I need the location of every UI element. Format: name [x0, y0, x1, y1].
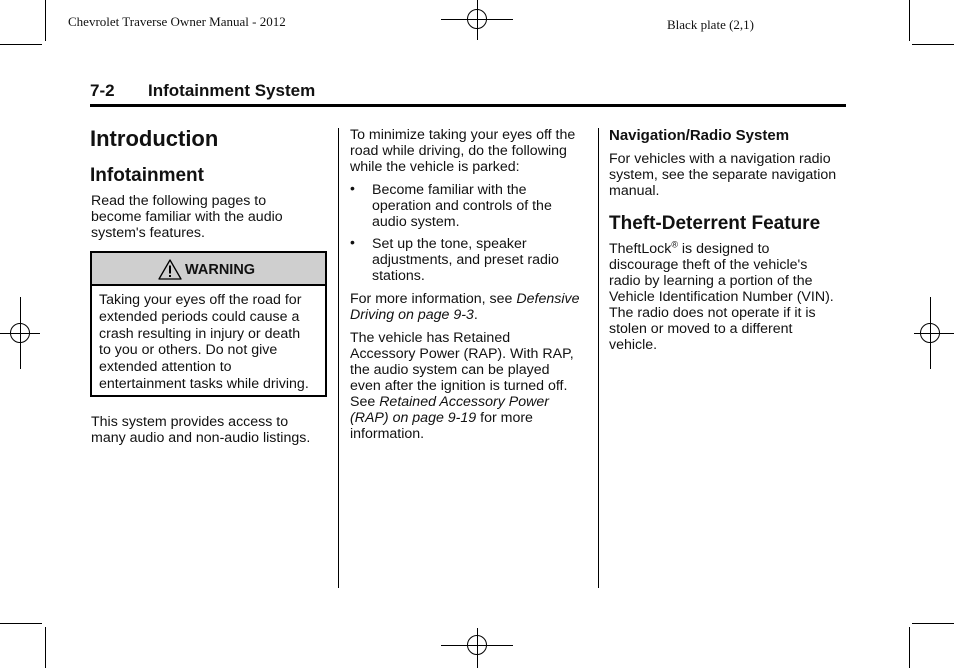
warning-box [90, 251, 327, 397]
list-item: Become familiar with the operation and controls of the audio system. [372, 182, 552, 230]
more-info-paragraph: For more information, see Defensive Driving on page 9-3. [350, 291, 580, 323]
warning-text: Taking your eyes off the road for extended periods could cause a crash resulting in injury or death to you or others. Do not give extended attention to entertainment tasks while driving. [99, 292, 309, 392]
navigation-paragraph: For vehicles with a navigation radio system, see the separate navigation manual. [609, 151, 837, 199]
section-header [90, 80, 846, 107]
bullet-dot: • [350, 180, 355, 196]
section-number: 7-2 [90, 81, 115, 100]
crop-mark [45, 627, 46, 668]
cross-reference-link[interactable]: Retained Accessory Power [379, 394, 549, 410]
bullet-dot: • [350, 234, 355, 250]
access-paragraph: This system provides access to many audio and non-audio listings. [91, 414, 311, 446]
subheading-infotainment: Infotainment [90, 165, 204, 186]
rap-paragraph: The vehicle has Retained Accessory Power (RAP). With RAP, the audio system can be played even after the ignition is turned off. See Retained Accessory Power (RAP) on page 9-19 for more information. [350, 330, 574, 442]
theft-paragraph: TheftLock® is designed to discourage theft of the vehicle's radio by learning a portion of the Vehicle Identification Number (VIN). The radio does not operate if it is stolen or moved to a different vehicle. [609, 239, 834, 353]
warning-triangle-icon [158, 259, 182, 280]
crop-mark [909, 627, 910, 668]
column-divider [598, 128, 599, 588]
warning-header [92, 253, 325, 286]
crop-mark [45, 0, 46, 41]
crop-mark [912, 44, 954, 45]
crop-mark [0, 44, 42, 45]
warning-label: WARNING [185, 262, 256, 278]
crop-mark [912, 623, 954, 624]
column-divider [338, 128, 339, 588]
subheading-theft-deterrent: Theft-Deterrent Feature [609, 213, 821, 234]
crop-mark [909, 0, 910, 41]
subheading-navigation: Navigation/Radio System [609, 127, 790, 144]
page-heading: Introduction [90, 126, 219, 151]
crop-mark [0, 623, 42, 624]
section-title: Infotainment System [148, 81, 316, 100]
running-header-right: Black plate (2,1) [667, 17, 754, 32]
cross-reference-link[interactable]: Driving on page 9-3 [350, 307, 474, 323]
intro-paragraph: Read the following pages to become familiar with the audio system's features. [91, 193, 283, 241]
registered-mark: ® [671, 239, 678, 250]
running-header-left: Chevrolet Traverse Owner Manual - 2012 [68, 14, 286, 29]
list-item: Set up the tone, speaker adjustments, and preset radio stations. [372, 236, 559, 284]
cross-reference-link[interactable]: (RAP) on page 9-19 [350, 410, 477, 426]
minimize-paragraph: To minimize taking your eyes off the road while driving, do the following while the vehicle is parked: [350, 127, 576, 175]
cross-reference-link[interactable]: Defensive [516, 291, 580, 307]
